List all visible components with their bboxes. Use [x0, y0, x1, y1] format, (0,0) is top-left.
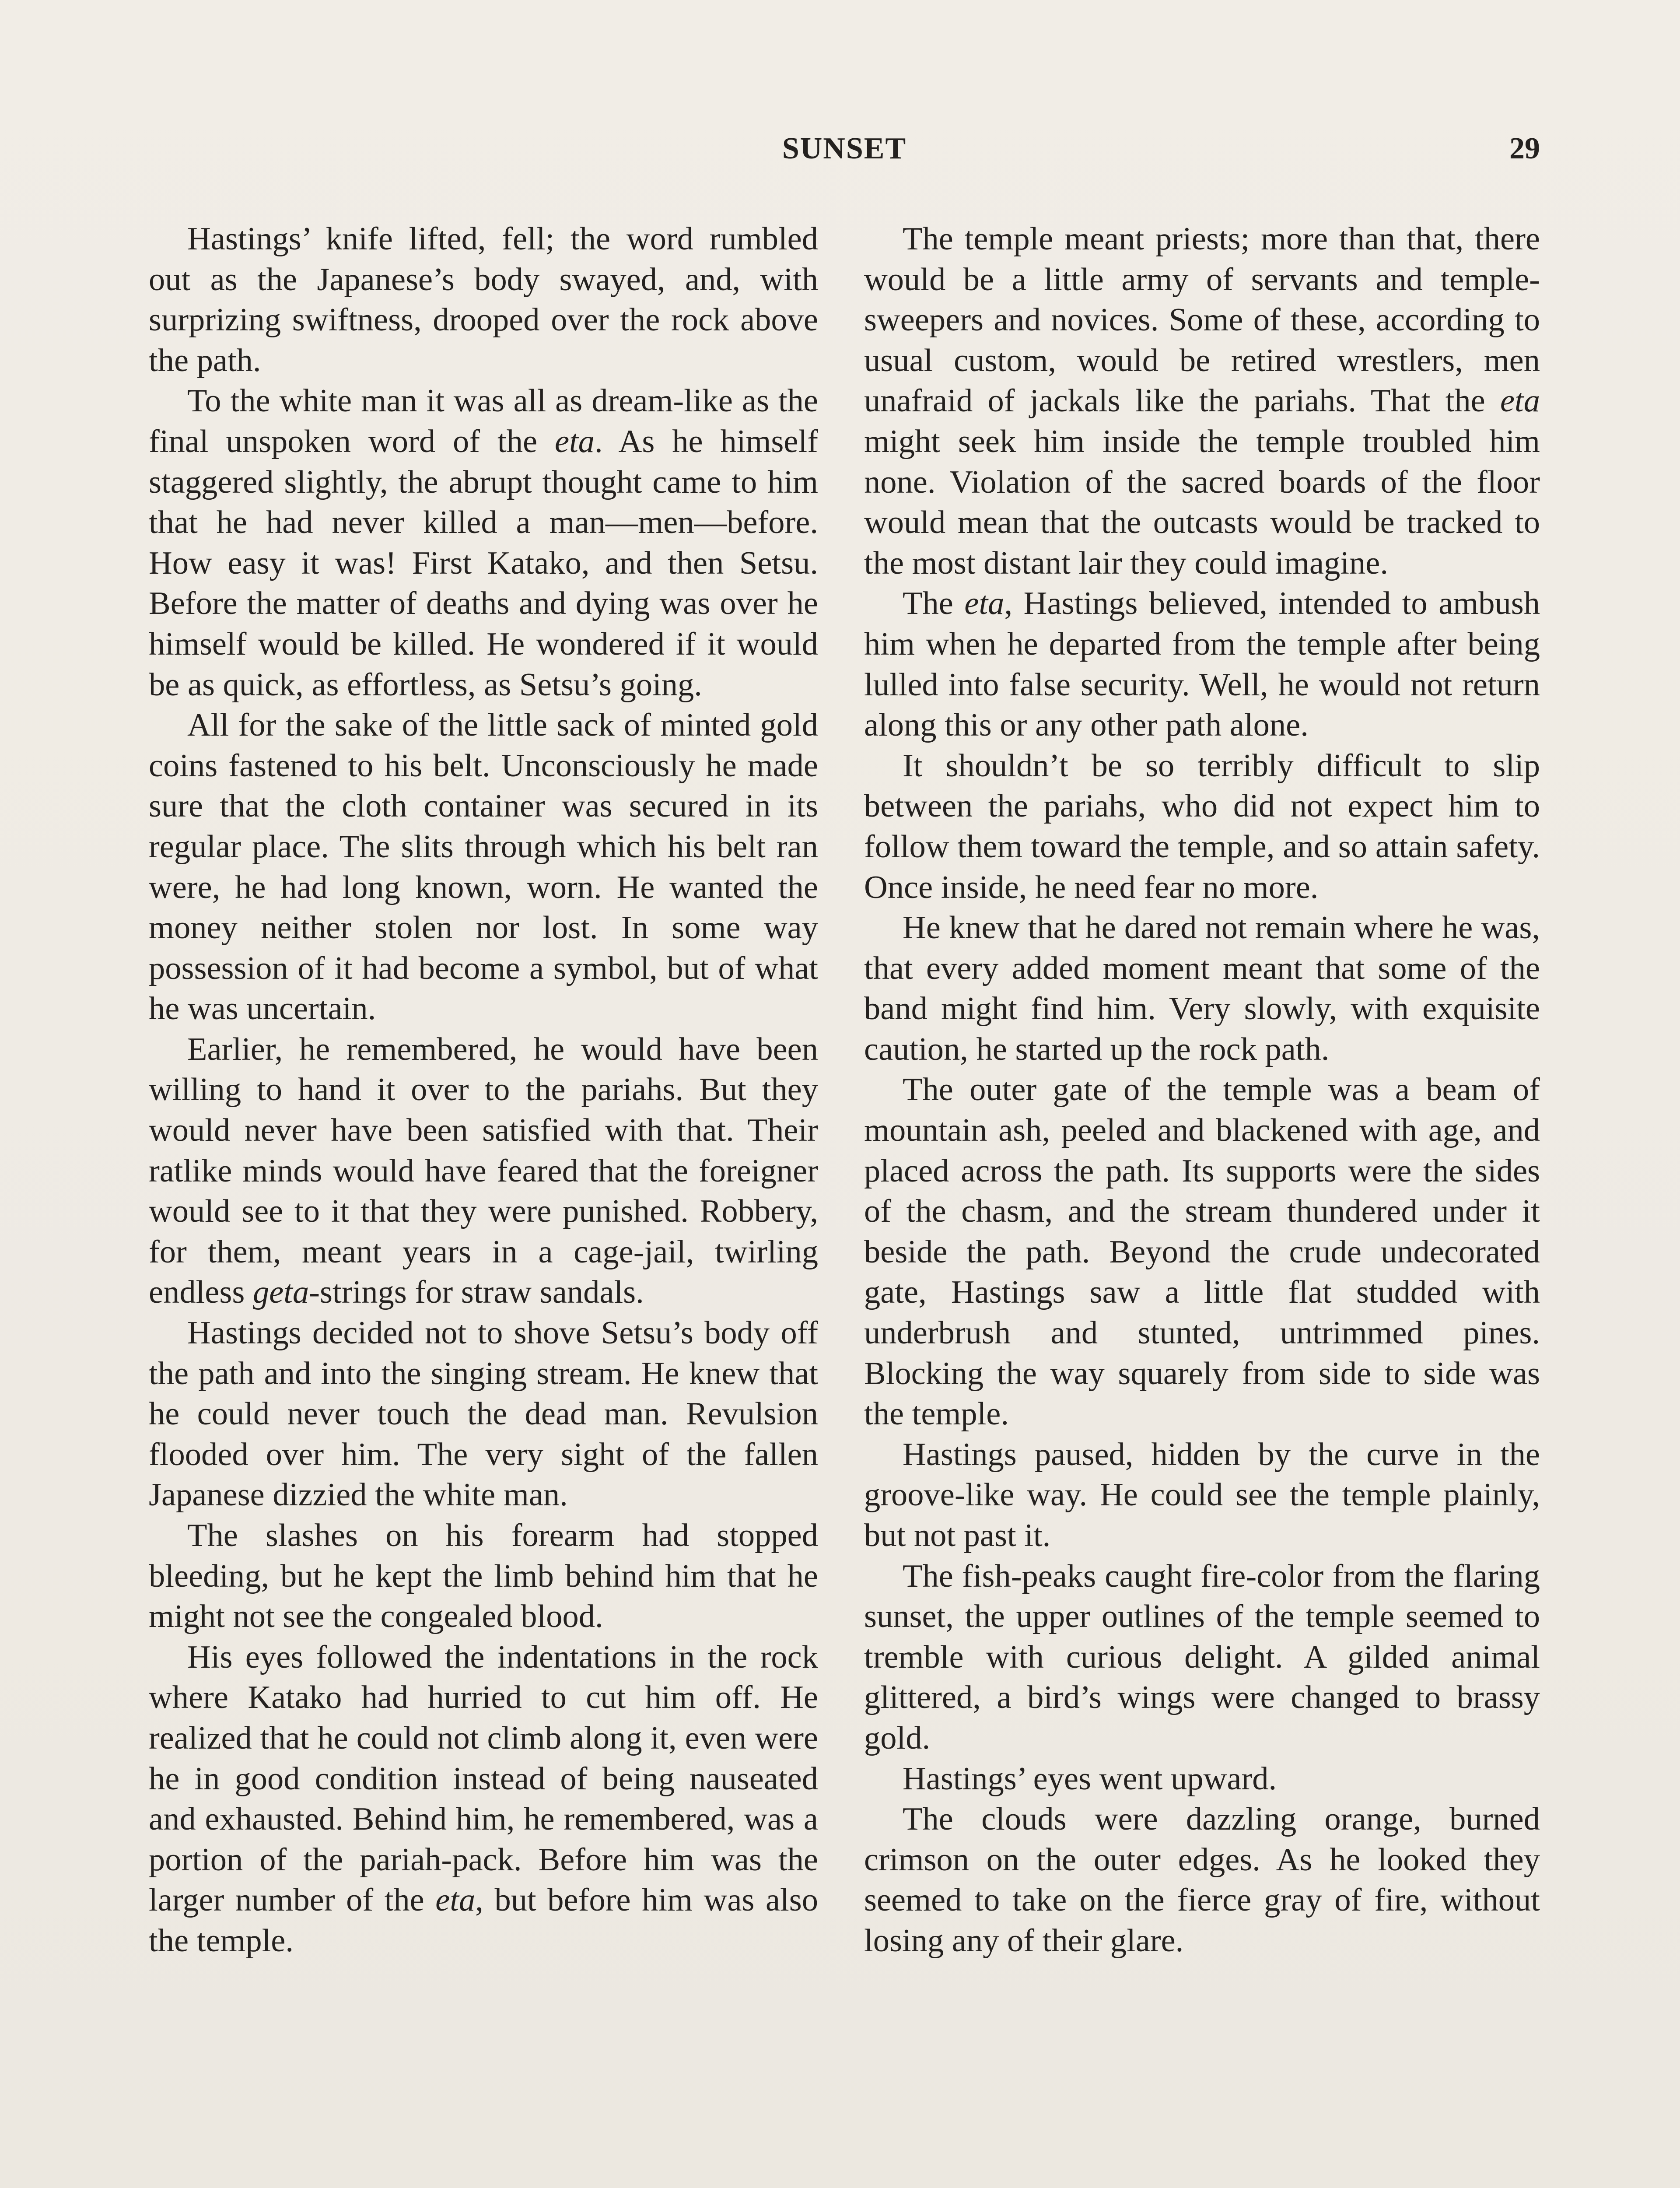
text-run: The slashes on his forearm had stopped bleeding, but he kept the limb behind him that he might not see the congealed blood.	[149, 1518, 818, 1635]
italic-text: eta	[1500, 383, 1540, 419]
text-run: , but before him was also the temple.	[149, 1882, 818, 1959]
paragraph	[864, 1759, 1540, 1799]
text-run: Hastings’ knife lifted, fell; the word rumbled out as the Japanese’s body swayed, and, with surprizing swiftness, drooped over the rock above the path.	[149, 221, 818, 379]
paragraph	[864, 746, 1540, 908]
running-head	[149, 131, 1540, 171]
page-number: 29	[1509, 132, 1540, 165]
text-run: It shouldn’t be so terribly difficult to slip between the pariahs, who did not expect him to follow them toward the temple, and so attain safety. Once inside, he need fear no more.	[864, 747, 1540, 905]
paragraph	[149, 219, 818, 381]
paragraph	[149, 381, 818, 705]
running-title: SUNSET	[782, 132, 907, 165]
italic-text: eta	[435, 1882, 476, 1918]
paragraph	[149, 1515, 818, 1637]
paragraph	[864, 1434, 1540, 1556]
paragraph	[864, 583, 1540, 745]
paragraph	[864, 1069, 1540, 1434]
text-run: The temple meant priests; more than that, there would be a little army of servants and temple-sweepers and novices. Some of these, according to usual custom, would be retired wrestlers, men unafraid of jackals like the pariahs. That the	[864, 221, 1540, 419]
text-run: . As he himself staggered slightly, the abrupt thought came to him that he had never killed a man—men—before. How easy it was! First Katako, and then Setsu. Before the matter of deaths and dying was over he himself would be killed. He wondered if it would be as quick, as effortless, as Setsu’s going.	[149, 423, 818, 703]
text-run: The fish-peaks caught fire-color from the flaring sunset, the upper outlines of the temple seemed to tremble with curious delight. A gilded animal glittered, a bird’s wings were changed to brassy gold.	[864, 1558, 1540, 1756]
text-run: All for the sake of the little sack of minted gold coins fastened to his belt. Unconsciously he made sure that the cloth container was secured in its regular place. The slits through which his belt ran were, he had long known, worn. He wanted the money neither stolen nor lost. In some way possession of it had become a symbol, but of what he was uncertain.	[149, 707, 818, 1027]
paragraph	[149, 705, 818, 1029]
paragraph	[149, 1313, 818, 1515]
italic-text: geta	[252, 1274, 309, 1311]
text-run: Hastings’ eyes went upward.	[903, 1760, 1277, 1797]
text-run: Hastings paused, hidden by the curve in the groove-like way. He could see the temple plainly, but not past it.	[864, 1436, 1540, 1553]
paragraph	[864, 1799, 1540, 1961]
text-run: might seek him inside the temple troubled him none. Violation of the sacred boards of the floor would mean that the outcasts would be tracked to the most distant lair they could imagine.	[864, 423, 1540, 581]
italic-text: eta	[964, 586, 1004, 622]
paragraph	[864, 908, 1540, 1069]
paragraph	[864, 1556, 1540, 1759]
left-text-column	[149, 219, 818, 1961]
italic-text: eta	[555, 423, 595, 459]
text-run: Earlier, he remembered, he would have been willing to hand it over to the pariahs. But they would never have been satisfied with that. Their ratlike minds would have feared that the foreigner would see to it that they were punished. Robbery, for them, meant years in a cage-jail, twirling endless	[149, 1031, 818, 1311]
text-run: The clouds were dazzling orange, burned crimson on the outer edges. As he looked they seemed to take on the fierce gray of fire, without losing any of their glare.	[864, 1801, 1540, 1959]
text-run: Hastings decided not to shove Setsu’s body off the path and into the singing stream. He knew that he could never touch the dead man. Revulsion flooded over him. The very sight of the fallen Japanese dizzied the white man.	[149, 1315, 818, 1513]
text-run: -strings for straw sandals.	[309, 1274, 644, 1311]
right-text-column	[864, 219, 1540, 1961]
paragraph	[149, 1637, 818, 1961]
text-run: The	[903, 586, 965, 622]
paragraph	[864, 219, 1540, 583]
text-run: , Hastings believed, intended to ambush him when he departed from the temple after being lulled into false security. Well, he would not return along this or any other path alone.	[864, 586, 1540, 743]
paragraph	[149, 1029, 818, 1313]
text-run: To the white man it was all as dream-like as the final unspoken word of the	[149, 383, 818, 459]
text-run: He knew that he dared not remain where he was, that every added moment meant that some of the band might find him. Very slowly, with exquisite caution, he started up the rock path.	[864, 910, 1540, 1067]
text-run: His eyes followed the indentations in the rock where Katako had hurried to cut him off. He realized that he could not climb along it, even were he in good condition instead of being nauseated and exhausted. Behind him, he remembered, was a portion of the pariah-pack. Before him was the larger number of the	[149, 1639, 818, 1918]
text-run: The outer gate of the temple was a beam of mountain ash, peeled and blackened with age, and placed across the path. Its supports were the sides of the chasm, and the stream thundered under it beside the path. Beyond the crude undecorated gate, Hastings saw a little flat studded with underbrush and stunted, untrimmed pines. Blocking the way squarely from side to side was the temple.	[864, 1072, 1540, 1432]
